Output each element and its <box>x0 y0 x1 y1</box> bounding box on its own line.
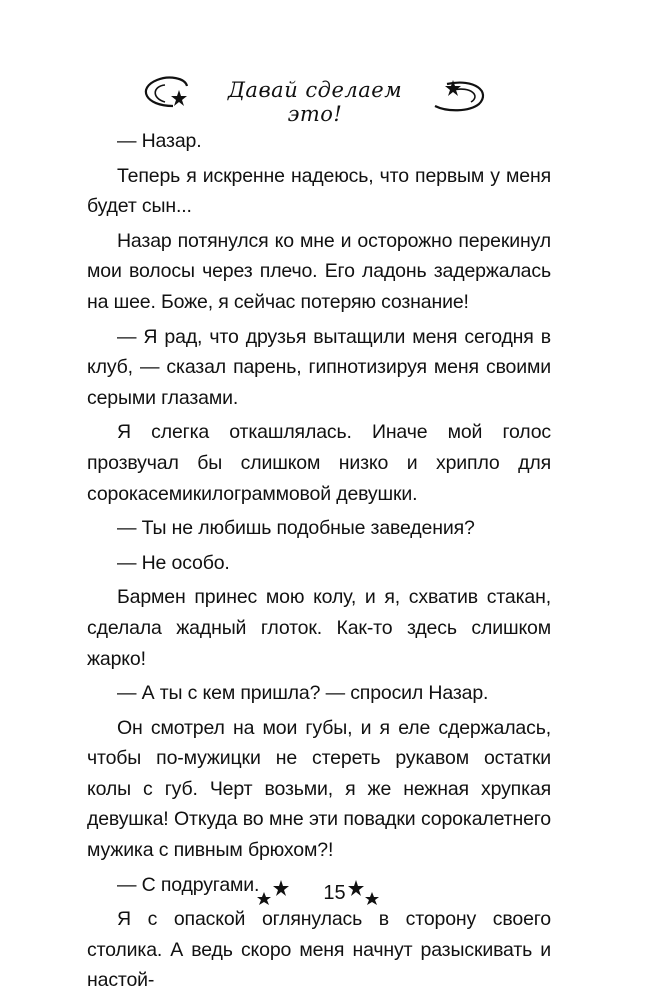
paragraph: — С подругами. <box>117 873 260 896</box>
paragraph: — Назар. <box>117 130 202 152</box>
paragraph: Бармен принес мою колу, и я, схватив стакан, сделала жадный глоток. Как-то здесь слишком жарко! <box>87 586 551 670</box>
page-number: 15 <box>323 882 346 904</box>
header-title: Давай сделаем это! <box>227 78 403 126</box>
paragraph: — Не особо. <box>117 551 230 574</box>
paragraph: — Я рад, что друзья вытащили меня сегодня в клуб, — сказал парень, гипнотизируя меня своими серыми глазами. <box>87 325 551 409</box>
paragraph: — А ты с кем пришла? — спросил Назар. <box>117 682 489 705</box>
running-header <box>135 66 495 126</box>
paragraph: Я слегка откашлялась. Иначе мой голос прозвучал бы слишком низко и хрипло для сорокасемикилограммовой девушки. <box>87 421 551 505</box>
stars-icon <box>344 878 384 908</box>
paragraph: Назар потянулся ко мне и осторожно перекинул мои волосы через плечо. Его ладонь задержалась на шее. Боже, я сейчас потеряю сознание! <box>87 229 551 313</box>
paragraph: Я с опаской оглянулась в сторону своего столика. А ведь скоро меня начнут разыскивать и настой- <box>87 908 551 992</box>
page-footer <box>0 876 669 916</box>
paragraph: — Ты не любишь подобные заведения? <box>117 517 475 540</box>
body-text <box>87 126 551 1000</box>
paragraph: Он смотрел на мои губы, и я еле сдержалась, чтобы по-мужицки не стереть рукавом остатки колы с губ. Черт возьми, я же нежная хрупкая девушка! Откуда во мне эти повадки сорокалетнего мужика с пивным брюхом?! <box>87 716 551 862</box>
paragraph: Теперь я искренне надеюсь, что первым у меня будет сын... <box>87 164 551 218</box>
